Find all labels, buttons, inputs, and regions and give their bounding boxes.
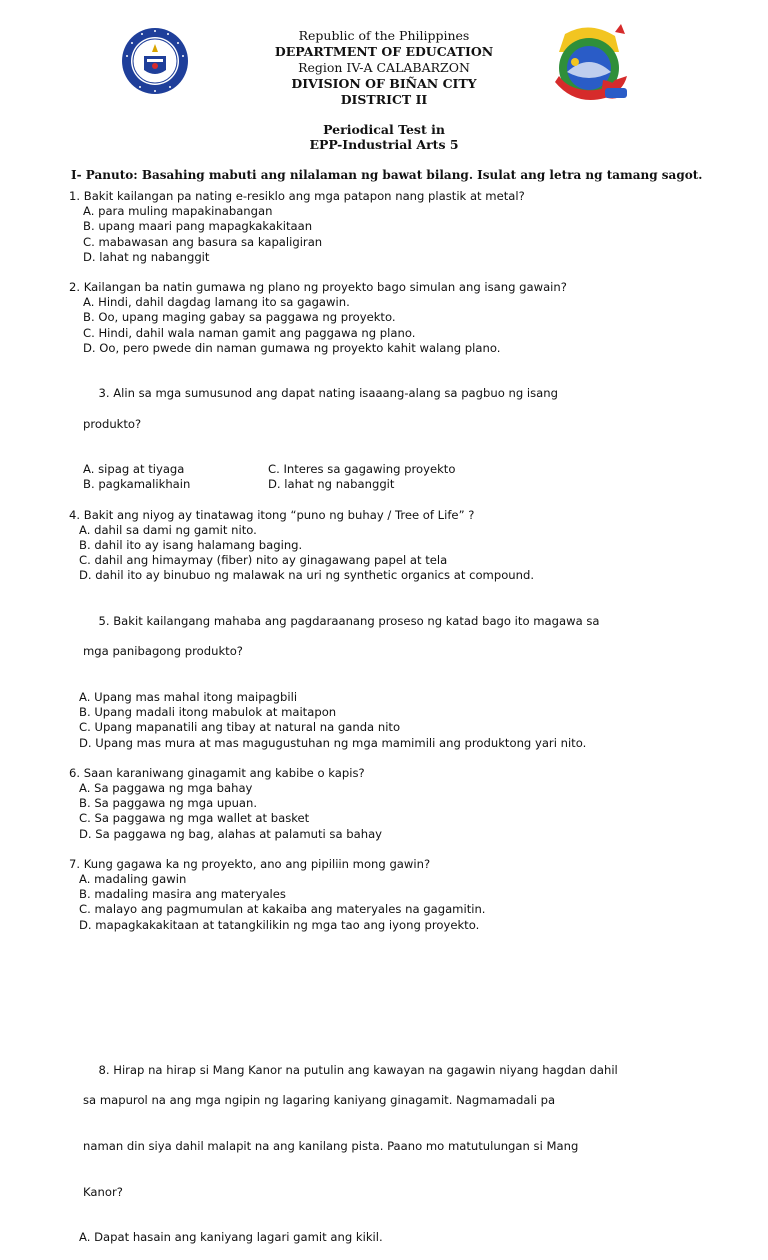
question-3 [69,371,709,493]
document-header [0,28,768,108]
stem-continuation: Kanor? [83,1184,123,1199]
option: B. pagkamalikhain [83,477,191,492]
option: D. Upang mas mura at mas magugustuhan ng mga mamimili ang produktong yari nito. [79,735,587,750]
blank-space [69,948,709,1048]
question-stem [69,371,709,462]
option: A. Sa paggawa ng mga bahay [79,780,253,795]
stem-line: 3. Alin sa mga sumusunod ang dapat nating isaaang-alang sa pagbuo ng isang [98,386,558,401]
option: C. mabawasan ang basura sa kapaligiran [83,234,323,249]
stem-continuation: sa mapurol na ang mga ngipin ng lagaring kaniyang ginagamit. Nagmamadali pa [83,1093,556,1108]
question-stem: 4. Bakit ang niyog ay tinatawag itong “puno ng buhay / Tree of Life” ? [69,507,475,522]
option: C. malayo ang pagmumulan at kakaiba ang materyales na gagamitin. [79,902,486,917]
option: D. lahat ng nabanggit [268,477,395,492]
option: C. Upang mapanatili ang tibay at natural na ganda nito [79,720,401,735]
option: B. upang maari pang mapagkakakitaan [83,219,313,234]
option: A. para muling mapakinabangan [83,204,273,219]
question-4 [69,508,709,584]
option: B. Oo, upang maging gabay sa paggawa ng proyekto. [83,310,396,325]
title-line-1: Periodical Test in [323,122,445,137]
question-stem [69,1048,709,1230]
question-list [69,189,709,1260]
stem-line: 5. Bakit kailangang mahaba ang pagdaraanang proseso ng katad bago ito magawa sa [98,613,600,628]
option: B. Sa paggawa ng mga upuan. [79,796,258,811]
option: C. Hindi, dahil wala naman gamit ang paggawa ng plano. [83,325,416,340]
stem-continuation: mga panibagong produkto? [83,644,243,659]
option: A. Dapat hasain ang kaniyang lagari gamit ang kikil. [79,1230,383,1245]
department-line: DEPARTMENT OF EDUCATION [274,44,494,59]
option: C. dahil ang himaymay (fiber) nito ay ginagawang papel at tela [79,553,448,568]
option: D. dahil ito ay binubuo ng malawak na uri ng synthetic organics at compound. [79,568,535,583]
division-line: DIVISION OF BIÑAN CITY [291,76,477,91]
option: D. mapagkakakitaan at tatangkilikin ng mga tao ang iyong proyekto. [79,917,480,932]
region-line: Region IV-A CALABARZON [298,60,470,75]
option: A. dahil sa dami ng gamit nito. [79,522,257,537]
option: B. Upang madali itong mabulok at maitapon [79,705,337,720]
option: D. Oo, pero pwede din naman gumawa ng proyekto kahit walang plano. [83,340,501,355]
option: B. dahil ito ay isang halamang baging. [79,538,303,553]
question-1 [69,189,709,265]
stem-continuation: produkto? [83,416,142,431]
question-5 [69,599,709,751]
district-line: DISTRICT II [340,92,428,107]
question-2 [69,280,709,356]
binan-division-logo-icon [545,22,633,106]
question-stem: 6. Saan karaniwang ginagamit ang kabibe o kapis? [69,765,365,780]
stem-continuation: naman din siya dahil malapit na ang kanilang pista. Paano mo matutulungan si Mang [83,1138,579,1153]
option: D. lahat ng nabanggit [83,249,210,264]
option: A. Upang mas mahal itong maipagbili [79,689,298,704]
question-stem: 2. Kailangan ba natin gumawa ng plano ng proyekto bago simulan ang isang gawain? [69,280,567,295]
option: D. Sa paggawa ng bag, alahas at palamuti sa bahay [79,826,383,841]
test-title [0,122,768,152]
option: C. Sa paggawa ng mga wallet at basket [79,811,310,826]
republic-line: Republic of the Philippines [298,28,470,43]
option: B. madaling masira ang materyales [79,887,286,902]
instructions: I- Panuto: Basahing mabuti ang nilalaman ng bawat bilang. Isulat ang letra ng tamang sagot. [71,168,703,182]
stem-line: 8. Hirap na hirap si Mang Kanor na putulin ang kawayan na gagawin niyang hagdan dahil [98,1062,618,1077]
option: A. Hindi, dahil dagdag lamang ito sa gagawin. [83,295,350,310]
title-line-2: EPP-Industrial Arts 5 [309,137,459,152]
question-stem [69,599,709,690]
option: A. sipag at tiyaga [83,462,185,477]
question-stem: 7. Kung gagawa ka ng proyekto, ano ang pipiliin mong gawin? [69,856,431,871]
question-6 [69,766,709,842]
option: C. Interes sa gagawing proyekto [268,462,456,477]
option: A. madaling gawin [79,871,187,886]
question-7 [69,857,709,933]
question-8 [69,1048,709,1246]
question-stem: 1. Bakit kailangan pa nating e-resiklo ang mga patapon nang plastik at metal? [69,189,525,203]
